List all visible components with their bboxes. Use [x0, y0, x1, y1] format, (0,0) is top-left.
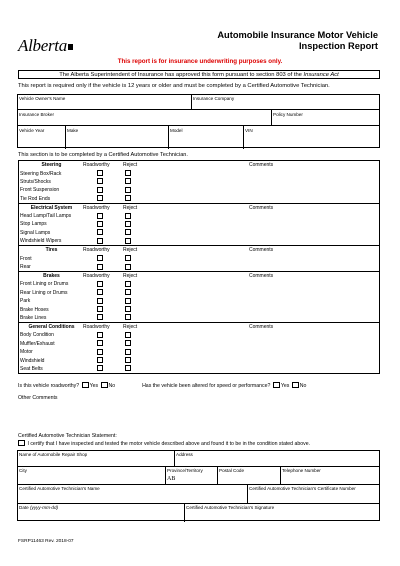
- inspection-item-row: [19, 169, 379, 177]
- requirement-notice: This report is required only if the vehicle is 12 years or older and must be completed by a Certified Automotive Technician.: [18, 83, 330, 89]
- other-comments-label[interactable]: Other Comments: [18, 395, 58, 401]
- alberta-logo: Alberta: [18, 36, 73, 56]
- inspection-section: [19, 246, 379, 272]
- repair-shop-field[interactable]: Name of Automobile Repair Shop: [19, 452, 88, 457]
- reject-checkbox[interactable]: [125, 264, 131, 270]
- reject-column-label: Reject: [123, 247, 138, 254]
- roadworthy-question-row: [18, 382, 306, 389]
- comments-column-label: Comments: [249, 162, 274, 168]
- approval-notice: The Alberta Superintendent of Insurance has approved this form pursuant to section 803 of the Insurance Act: [18, 70, 380, 79]
- title-line-1: Automobile Insurance Motor Vehicle: [217, 30, 378, 40]
- signature-field[interactable]: Certified Automotive Technician's Signature: [186, 505, 275, 510]
- address-field[interactable]: Address: [176, 452, 193, 457]
- inspection-item-label: Front Suspension: [20, 187, 60, 194]
- title-line-2: Inspection Report: [298, 41, 378, 51]
- inspection-item-row: [19, 220, 379, 228]
- make-field[interactable]: Make: [67, 128, 79, 133]
- inspection-item-row: [19, 339, 379, 347]
- inspection-item-row: [19, 313, 379, 321]
- roadworthy-column-label: Roadworthy: [83, 247, 110, 254]
- inspection-item-label: Brake Lines: [20, 314, 47, 321]
- inspection-item-row: [19, 254, 379, 262]
- roadworthy-checkbox[interactable]: [97, 306, 103, 312]
- reject-checkbox[interactable]: [125, 195, 131, 201]
- reject-checkbox[interactable]: [125, 357, 131, 363]
- technician-name-field[interactable]: Certified Automotive Technician's Name: [19, 486, 100, 491]
- reject-checkbox[interactable]: [125, 229, 131, 235]
- yes-label: Yes: [89, 383, 99, 389]
- section-header: [19, 323, 379, 331]
- certification-statement: I certify that I have inspected and tested the motor vehicle described above and found it to be in the condition stated above.: [27, 441, 311, 447]
- comments-column-label: Comments: [249, 204, 274, 211]
- inspection-item-label: Brake Hoses: [20, 306, 49, 313]
- reject-checkbox[interactable]: [125, 314, 131, 320]
- reject-checkbox[interactable]: [125, 289, 131, 295]
- reject-checkbox[interactable]: [125, 306, 131, 312]
- inspection-item-row: [19, 364, 379, 372]
- reject-checkbox[interactable]: [125, 170, 131, 176]
- reject-column-label: Reject: [123, 272, 138, 279]
- reject-column-label: Reject: [123, 204, 138, 211]
- underwriting-warning: This report is for insurance underwriting purposes only.: [117, 58, 283, 65]
- inspection-item-row: [19, 280, 379, 288]
- technician-info-grid: [17, 450, 380, 521]
- inspection-item-row: [19, 305, 379, 313]
- roadworthy-checkbox[interactable]: [97, 314, 103, 320]
- inspection-item-label: Body Condition: [20, 332, 54, 339]
- reject-column-label: Reject: [123, 323, 138, 330]
- roadworthy-checkbox[interactable]: [97, 281, 103, 287]
- roadworthy-column-label: Roadworthy: [83, 162, 110, 168]
- inspection-section: [19, 323, 379, 373]
- roadworthy-checkbox[interactable]: [97, 365, 103, 371]
- roadworthy-yes-checkbox[interactable]: [82, 382, 89, 388]
- province-field[interactable]: Province/Territory: [167, 468, 203, 473]
- altered-no-checkbox[interactable]: [292, 382, 299, 388]
- roadworthy-checkbox[interactable]: [97, 255, 103, 261]
- policy-number-field[interactable]: Policy Number: [273, 112, 303, 117]
- reject-checkbox[interactable]: [125, 281, 131, 287]
- owner-name-field[interactable]: Vehicle Owner's Name: [19, 96, 66, 101]
- inspection-item-row: [19, 288, 379, 296]
- inspection-item-label: Rear: [20, 264, 31, 271]
- form-title: [217, 30, 378, 52]
- roadworthy-no-checkbox[interactable]: [101, 382, 108, 388]
- reject-checkbox[interactable]: [125, 332, 131, 338]
- inspection-intro: This section is to be completed by a Certified Automotive Technician.: [18, 152, 188, 158]
- comments-column-label: Comments: [249, 323, 274, 330]
- inspection-item-row: [19, 263, 379, 271]
- roadworthy-checkbox[interactable]: [97, 187, 103, 193]
- inspection-item-label: Rear Lining or Drums: [20, 289, 68, 296]
- inspection-item-label: Seat Belts: [20, 365, 43, 372]
- comments-column-label: Comments: [249, 247, 274, 254]
- roadworthy-checkbox[interactable]: [97, 264, 103, 270]
- section-header: [19, 161, 379, 169]
- vehicle-info-grid: [17, 94, 380, 148]
- reject-checkbox[interactable]: [125, 238, 131, 244]
- inspection-item-label: Head Lamp/Tail Lamps: [20, 213, 72, 220]
- insurance-company-field[interactable]: Insurance Company: [193, 96, 235, 101]
- altered-yes-checkbox[interactable]: [273, 382, 280, 388]
- inspection-item-label: Front: [20, 255, 32, 262]
- inspection-item-label: Struts/Shocks: [20, 178, 51, 185]
- roadworthy-checkbox[interactable]: [97, 221, 103, 227]
- section-name: Brakes: [43, 272, 60, 279]
- inspection-table: [18, 160, 380, 374]
- roadworthy-checkbox[interactable]: [97, 170, 103, 176]
- logo-mark-icon: [68, 44, 73, 50]
- inspection-item-row: [19, 356, 379, 364]
- altered-question: Has the vehicle been altered for speed or performance?: [142, 383, 271, 389]
- date-field[interactable]: Date (yyyy-mm-dd): [19, 505, 59, 510]
- model-field[interactable]: Model: [170, 128, 183, 133]
- inspection-item-label: Park: [20, 298, 31, 305]
- certificate-number-field[interactable]: Certified Automotive Technician's Certificate Number: [249, 486, 356, 491]
- telephone-field[interactable]: Telephone Number: [282, 468, 321, 473]
- certification-title: Certified Automotive Technician Statement:: [18, 433, 117, 439]
- inspection-item-label: Windshield: [20, 357, 45, 364]
- section-name: Electrical System: [30, 204, 73, 211]
- roadworthy-checkbox[interactable]: [97, 349, 103, 355]
- roadworthy-checkbox[interactable]: [97, 178, 103, 184]
- no-label: No: [299, 383, 307, 389]
- inspection-item-row: [19, 331, 379, 339]
- roadworthy-column-label: Roadworthy: [83, 272, 110, 279]
- inspection-item-label: Signal Lamps: [20, 229, 51, 236]
- inspection-item-row: [19, 212, 379, 220]
- roadworthy-column-label: Roadworthy: [83, 323, 110, 330]
- reject-checkbox[interactable]: [125, 221, 131, 227]
- inspection-item-label: Tie Rod Ends: [20, 195, 51, 202]
- vehicle-year-field[interactable]: Vehicle Year: [19, 128, 45, 133]
- roadworthy-checkbox[interactable]: [97, 289, 103, 295]
- inspection-item-row: [19, 237, 379, 245]
- section-name: General Conditions: [28, 323, 75, 330]
- reject-checkbox[interactable]: [125, 213, 131, 219]
- inspection-item-row: [19, 194, 379, 202]
- reject-checkbox[interactable]: [125, 178, 131, 184]
- roadworthy-checkbox[interactable]: [97, 340, 103, 346]
- inspection-section: [19, 204, 379, 247]
- inspection-item-row: [19, 186, 379, 194]
- section-name: Tires: [45, 247, 58, 254]
- roadworthy-checkbox[interactable]: [97, 357, 103, 363]
- inspection-section: [19, 161, 379, 204]
- roadworthy-checkbox[interactable]: [97, 298, 103, 304]
- comments-column-label: Comments: [249, 272, 274, 279]
- no-label: No: [108, 383, 116, 389]
- certification-statement-row: [18, 440, 310, 447]
- roadworthy-checkbox[interactable]: [97, 195, 103, 201]
- form-id: FSRP11463 Rev. 2018-07: [18, 539, 74, 544]
- roadworthy-checkbox[interactable]: [97, 238, 103, 244]
- inspection-item-label: Muffler/Exhaust: [20, 340, 55, 347]
- reject-column-label: Reject: [123, 162, 138, 168]
- inspection-item-row: [19, 228, 379, 236]
- inspection-item-label: Stop Lamps: [20, 221, 47, 228]
- city-field[interactable]: City: [19, 468, 27, 473]
- inspection-item-row: [19, 177, 379, 185]
- roadworthy-checkbox[interactable]: [97, 229, 103, 235]
- postal-code-field[interactable]: Postal Code: [219, 468, 245, 473]
- inspection-item-row: [19, 297, 379, 305]
- inspection-item-row: [19, 348, 379, 356]
- reject-checkbox[interactable]: [125, 340, 131, 346]
- section-header: [19, 246, 379, 254]
- certify-checkbox[interactable]: [18, 440, 25, 446]
- insurance-broker-field[interactable]: Insurance Broker: [19, 112, 54, 117]
- section-name: Steering: [41, 162, 62, 168]
- reject-checkbox[interactable]: [125, 298, 131, 304]
- inspection-item-label: Motor: [20, 349, 33, 356]
- reject-checkbox[interactable]: [125, 255, 131, 261]
- section-header: [19, 272, 379, 280]
- reject-checkbox[interactable]: [125, 365, 131, 371]
- inspection-item-label: Steering Box/Rack: [20, 170, 62, 177]
- yes-label: Yes: [280, 383, 290, 389]
- roadworthy-checkbox[interactable]: [97, 213, 103, 219]
- inspection-item-label: Windshield Wipers: [20, 238, 62, 245]
- section-header: [19, 204, 379, 212]
- inspection-section: [19, 272, 379, 323]
- province-value: AB: [167, 476, 176, 482]
- roadworthy-checkbox[interactable]: [97, 332, 103, 338]
- roadworthy-column-label: Roadworthy: [83, 204, 110, 211]
- vin-field[interactable]: VIN: [245, 128, 253, 133]
- inspection-item-label: Front Lining or Drums: [20, 281, 69, 288]
- roadworthy-question: Is this vehicle roadworthy?: [18, 383, 80, 389]
- reject-checkbox[interactable]: [125, 349, 131, 355]
- reject-checkbox[interactable]: [125, 187, 131, 193]
